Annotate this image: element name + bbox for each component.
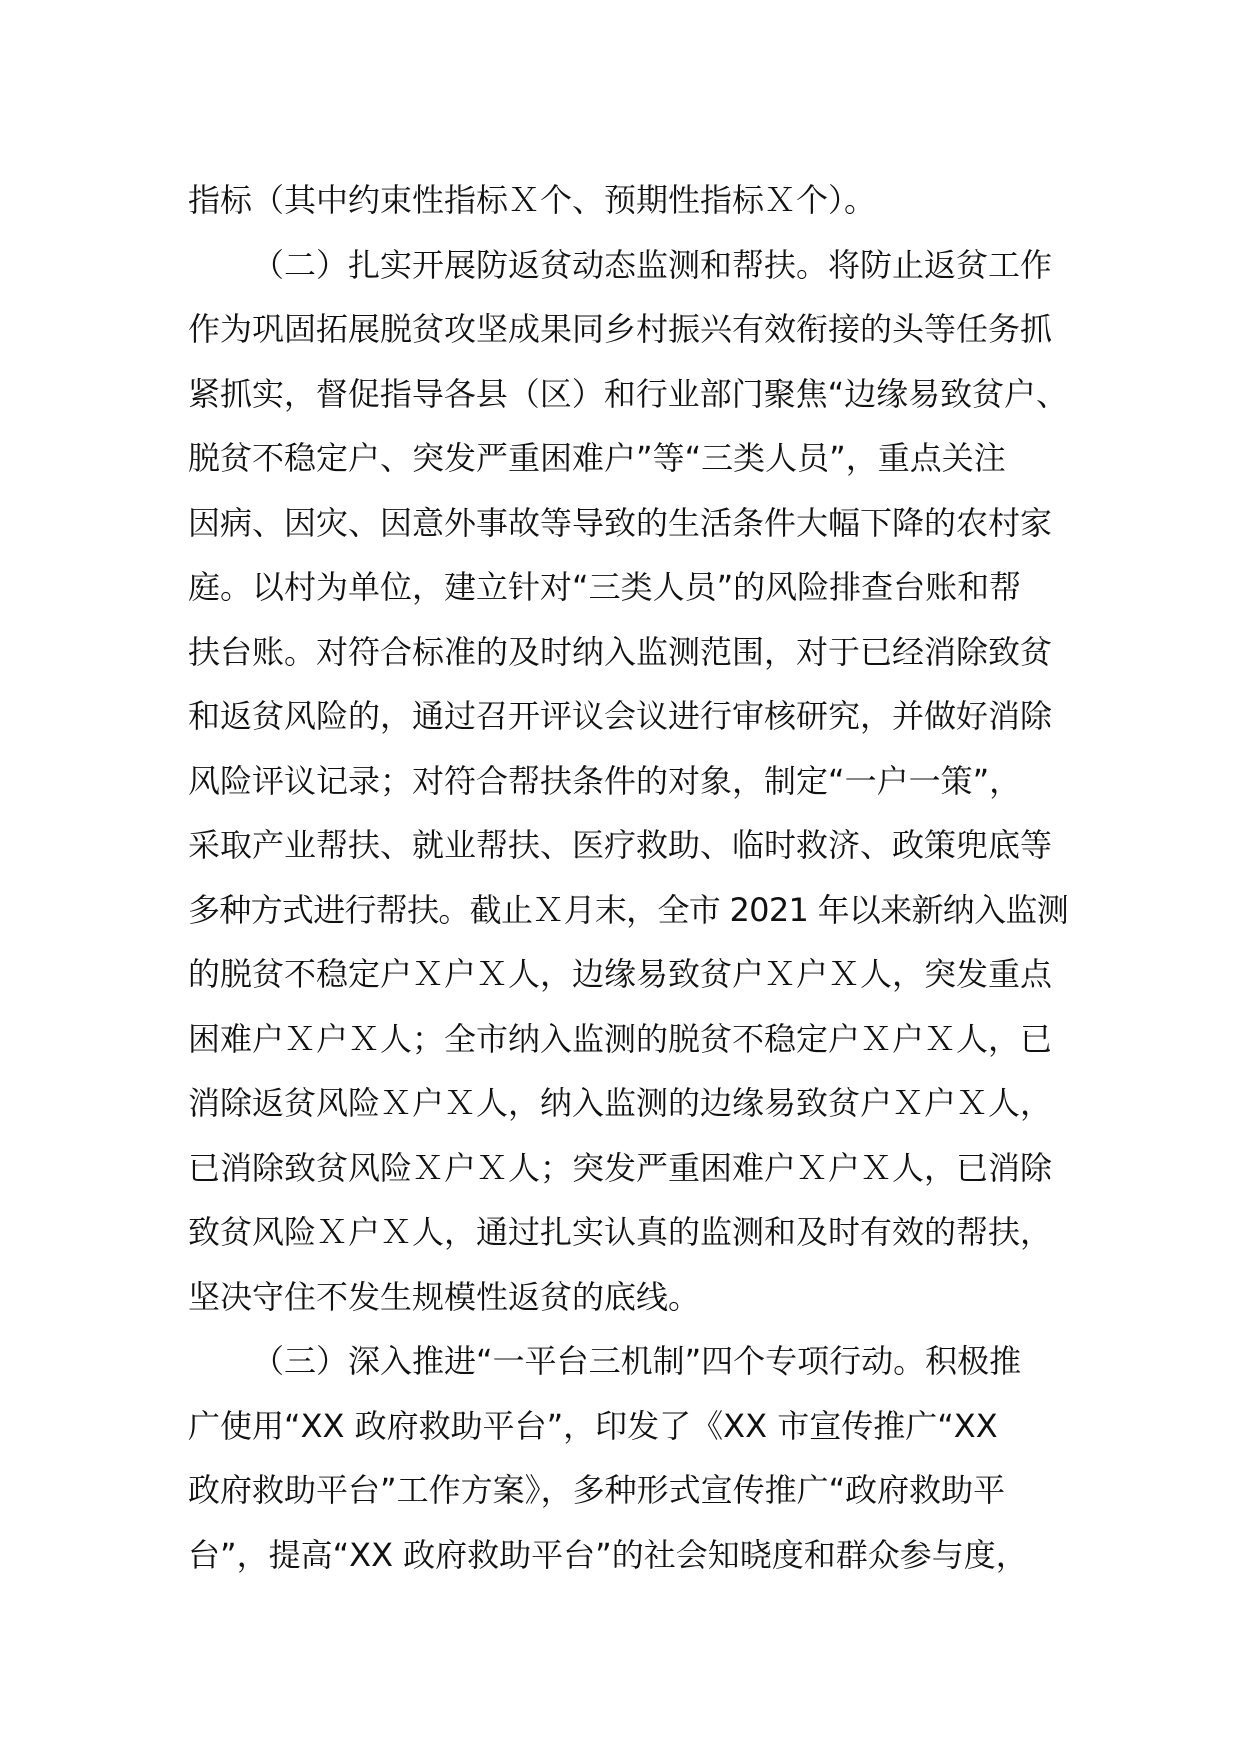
text-line: 的脱贫不稳定户Ｘ户Ｘ人，边缘易致贫户Ｘ户Ｘ人，突发重点 [188,955,1053,993]
body-text [188,168,1068,1587]
text-line: 困难户Ｘ户Ｘ人；全市纳入监测的脱贫不稳定户Ｘ户Ｘ人，已 [188,1019,1053,1058]
text-line: 政府救助平台”工作方案》，多种形式宣传推广“政府救助平 [188,1471,1006,1509]
text-line: 消除返贫风险Ｘ户Ｘ人，纳入监测的边缘易致贫户Ｘ户Ｘ人， [188,1084,1053,1122]
text-line: 脱贫不稳定户、突发严重困难户”等“三类人员”，重点关注 [188,439,1006,477]
text-line: 因病、因灾、因意外事故等导致的生活条件大幅下降的农村家 [188,503,1053,542]
text-line: 庭。以村为单位，建立针对“三类人员”的风险排查台账和帮 [188,568,1022,606]
text-line: （二）扎实开展防返贫动态监测和帮扶。将防止返贫工作 [252,245,1053,284]
text-line: 已消除致贫风险Ｘ户Ｘ人；突发严重困难户Ｘ户Ｘ人，已消除 [188,1148,1053,1187]
text-line: 广使用“XX 政府救助平台”，印发了《XX 市宣传推广“XX [188,1406,998,1445]
text-line: 指标（其中约束性指标Ｘ个、预期性指标Ｘ个）。 [188,181,877,219]
text-line: 采取产业帮扶、就业帮扶、医疗救助、临时救济、政策兜底等 [188,826,1053,864]
text-line: 坚决守住不发生规模性返贫的底线。 [188,1277,701,1316]
text-line: 扶台账。对符合标准的及时纳入监测范围，对于已经消除致贫 [188,632,1053,671]
text-line: （三）深入推进“一平台三机制”四个专项行动。积极推 [252,1342,1022,1380]
text-line: 作为巩固拓展脱贫攻坚成果同乡村振兴有效衔接的头等任务抓 [188,310,1053,348]
text-line: 风险评议记录；对符合帮扶条件的对象，制定“一户一策”， [188,761,1022,800]
text-line: 台”，提高“XX 政府救助平台”的社会知晓度和群众参与度， [188,1535,1028,1574]
text-line: 和返贫风险的，通过召开评议会议进行审核研究，并做好消除 [188,697,1053,735]
text-line: 多种方式进行帮扶。截止Ｘ月末，全市 2021 年以来新纳入监测 [188,890,1068,929]
text-line: 紧抓实，督促指导各县（区）和行业部门聚焦“边缘易致贫户、 [188,374,1068,413]
text-line: 致贫风险Ｘ户Ｘ人，通过扎实认真的监测和及时有效的帮扶， [188,1213,1053,1251]
